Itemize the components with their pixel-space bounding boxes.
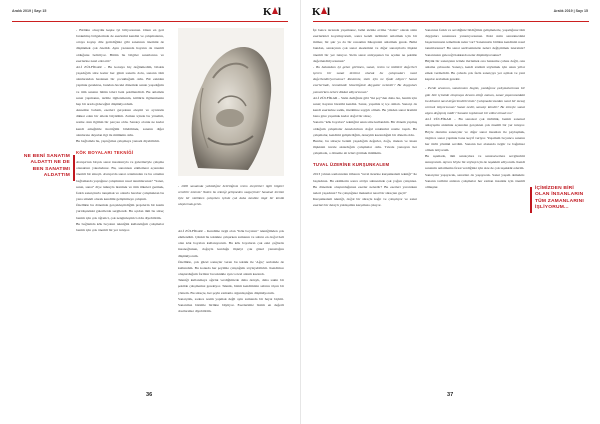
svg-text:K: K xyxy=(312,6,321,17)
paragraph: Sanatçılık, sadece resim yapmak değil aynı zamanda bir hayat biçimi. Sanatımız bizimle birlikte büyüyor. Eserlerimiz bizim en değerli dostlarımız diyebilirim. xyxy=(178,296,284,314)
paragraph: - Perde arasının, sanatınızın bugün, yazdığınız çalışmalarınıza bir gün bile içinizde oluşmaya devam ettiği zaman, sanat yaşamınızdaki bu dönemi nasıl değerlendirirsiniz? Çalışmalarınızdan nasıl bir mesaj vermek istiyorsunuz? Sanat nedir, sanatçı kimdir? Bu süreçte sanat algısı değişmiş midir? Sanatın toplumsal bir etkisi olmalı mı? xyxy=(425,86,526,116)
paragraph: Bunlar, bu süreçte benim yaşadığım değerler, doğa, mekan ve insan ilişkisini tuvale aktardığım çalışmalar oldu. Tuvale yansıyan her çalışmada, o döneme ait izleri görmek mümkün. xyxy=(313,138,417,156)
magazine-logo-icon xyxy=(262,4,288,17)
issue-label: Aralık 2019 | Sayı 15 xyxy=(553,9,588,13)
section-heading: KÖK BOYALARI TEKNİĞİ xyxy=(76,149,134,155)
pull-quote-line: OLAN İNSANLARIN xyxy=(535,192,584,198)
paragraph: Sanatçılar yaşayacak, sanatları da yaşayacak. Sanat yaşam demektir. Sanatın tarihini anlatan çalışmalar her zaman insanlık için önemli olmuştur. xyxy=(425,172,525,189)
left-col-2 xyxy=(178,228,284,314)
paragraph: ALİ ZÜLFİKAR – Sizin dediğiniz gibi "iki şey"den daha öte, benim için sanat; hayatın bizatihi kendisi. Sanat, yaşamla iç içe olmalı. Sanatçı da kendi eserlerine sadık, üretimine saygılı olmalı. Bu yüzden sanat üretimi bana göre yaşamak kadar doğal bir süreç. xyxy=(313,95,417,119)
paragraph: ALİ ZÜLFİKAR – Bu sanatsal çok türlülük, benim sanatsal anlayışımı anlamak açısından gerçekten çok önemli bir yer tutuyor. Böyle durumu sanatçılar ve diğer sanat insanları ile paylaşmak, özgürce sanat yapmak bana keyif veriyor. Yaşamım boyunca sanatın her türlü yönünü sevdim. Sanatın her alanında özgür ve bağımsız olmak istiyorum. xyxy=(425,117,525,152)
paragraph: Annemle babam, eserleri gerçekten eleştiri ve ayrıntıda dikkat eden bir ailede büyüdüm. Zaman içinde bu yönelim, resme olan ilgimin bir parçası oldu. Sanatçı olarak ne kadar kendi emeğimle ürettiğimi bilebilmek, sanatın diğer alanlarına duyulan ilgi ile mümkün oldu. xyxy=(76,108,164,137)
right-col-1 xyxy=(313,27,417,208)
paragraph: Tekniği kullanmaya ağırlık verdiğimizde daha detaylı, daha sakin bir şekilde çalışmamız gerekiyor. Teknik, bizim kendimizin sabrını ölçen bir yöntem. Bu süreçte, her şeyin zamanla olgunlaştığını düşünüyorum. xyxy=(178,278,284,295)
header-rule xyxy=(313,21,589,22)
pull-quote-line: İŞLİYORUM... xyxy=(535,205,569,211)
paragraph: Kurşunkalem tekniği, doğal bir süreçle kağıt ve çalışılıyor ve sanat eserleri bir detaylı yaklaşımla karşımıza çıkıyor. xyxy=(313,197,417,208)
paragraph: Bu bağlamda bu, yaptığımız çalışmaya yansıdı diyebilirim. xyxy=(76,138,160,143)
pull-quote-line: ALDATTI NE DE xyxy=(30,160,70,166)
sculpture-photo xyxy=(178,28,284,176)
paragraph: Avrupa'nın birçok sanat insanlarıyla ve galerileriyle çalışma olanakları yakaladınız. Bu, sanatınızı etkilemesi açısından önemli bir süreçti. Avrupa'da sanat ortamından ve bu ortamın bağlamında yaptığınız çalışmaları nasıl tanımlarsınız? "Sanat, sanat, sanat" diye tutkuyla üretmek ve tüm ülkeleri gezmek, farklı sanatçılarla tanışmak ve onlarla beraber çalışmaktan bu yana sürekli olarak kendimi geliştirmeye çalıştım. xyxy=(76,160,164,202)
header-rule xyxy=(12,21,288,22)
right-col-2 xyxy=(425,27,525,190)
paragraph: İşi bence tarzında yaşamanız, belki sizinle evime "dolan" olarak sizin eserlerinizi koyamıyorum, sonra kendi tarihinizi anlatmak için bir mimar, bir şair ya da bir ressamın hikayesini anlatmak gerek. Belki bundan, sanatçının çok sanat akademisi ve diğer sanatçılarla ilişkisi önemli bir yer tutuyor. Sizin sanat anlayışınızı bu açıdan ne şekilde değerlendiriyorsunuz? xyxy=(313,28,417,63)
issue-label: Aralık 2019 | Sayı 15 xyxy=(12,9,47,13)
paragraph: 2013 yılının sonlarından itibaren "tuval üzerine kurşunkalem tekniği" ile başladınız. Bu ekimlerin sonra atölye sahnesinde çok yoğun çalıştınız. Bu dönemde oluşturduğunuz eserler nelerdir? Bu eserleri yaratırken neleri yaşadınız? Ve çalıştığınız mekanlar nasıl bir süreçten geçti? xyxy=(313,172,417,195)
paragraph: Bu aşamada, tüm sanatçılara ve sanatseverlere sevgilerimi sunuyorum. Ayrıca böyle bir söyleşi için de teşekkür ediyorum. Kendi sanatımı anlatmama fırsat verdiğiniz için size de çok teşekkür ederim. xyxy=(425,154,525,171)
paragraph: Özellikle, çok güzel sonuçlar veren bu teknik ile 'Ağaç' serisinde de kullandım. Bu konuda her şeyimle çalıştığımı söyleyebilirim. Kendimce oluşturduğum formlar bu teknikle ayrıca özel anlam kazandı. xyxy=(178,259,284,277)
left-col-1 xyxy=(76,27,164,233)
paragraph: ALİ ZÜLFİKAR – Bu konuya hiç değinmedim, bilakis yaşadığım süre kadar her günü sanatla dolu, sanatın tüm alanlarından beslenen bir çocukluğum oldu. Bir eskiden yapmak gerekirse, bundan önceki dönemde sanatı yaşadığımı ve tüm sanatın bütün izleri beni şekillendirdi. Bu anlamda sanat yapmanın, tarihle ilgilenmenin, kültürle ilgilenmenin hep bir arada gideceğini düşünüyordum. xyxy=(76,64,164,106)
pull-quote-line: ALDATTIM xyxy=(43,173,70,179)
paragraph: Büyük bir sanatçının izinde ilerlemek ona benzeme çabası değil, onu anlama çabasıdır. Sanatçı, kendi sözünü söylemek için uzun yıllar emek vermelidir. Bu çabada çok fazla sanatçıya yer açmak ve yeni kapılar aralamak gerekir. xyxy=(425,58,525,82)
quote-bar xyxy=(73,155,75,181)
right-page xyxy=(300,0,600,424)
paragraph: Sanatınız farklı ve sevdiğiniz bildiğimiz gelişmelerle, yaşadığınız tüm duyguları sanatınıza yansıtıyorsunuz. Peki sizin sanatınızdaki başarılarınızın temelinde neler var? Sanatınızla birlikte kendinizi nasıl tanımlarsınız? Bu sanat serüveninizde neleri değiştirmek istersiniz? Sanatınızın geleceği hakkında neler düşünüyorsunuz? xyxy=(425,28,525,57)
quote-bar xyxy=(530,187,532,213)
paragraph: Sanatta "kök boyaları" tekniğini uzun süre kullandım. Bir dönem yapmış olduğum çalışmalar Anadolu'nun doğal renklerini resme taşıdı. Bu çalışmalar, kendimi geliştirdiğim, deneyim kazandığım bir dönem oldu. xyxy=(313,120,417,137)
paragraph: - Birlikte olsaydık keşke iyi biliyorsunuz. Onun en geri bırakılmış bölgelerinde de eserlerini kendisi ve çalışmalarını, ortaya koyup dile getirdiğiniz gibi sanatının önemini de düşünmek çok önemli. Aynı yazısında hayatın da önemli olduğunu belirtiyor. Bütün bu bilgiler sanatlarına ve eserlerine nasıl etki etti? xyxy=(76,28,164,63)
photo-caption: - 2006 sanatında yetkinliğini belirttiğiniz resim eleştirileri ilgili bilgiler verebilir misiniz? Neden bu tekniği gelişmeden vazgeçtiniz? Sanatsal üretimi öyle bir nitelikten çalışırken içinde çok daha kendine özgü bir kimlik oluşturmak gerek. xyxy=(178,184,284,206)
paragraph: Özellikle bu dönemde gerçekleştirdiğim projelerin bir kısmı yurtdışındaki galerilerde sergilendi. Bu açıdan tüm bu süreç benim için çok öğretici, çok zenginleştirici oldu diyebilirim. xyxy=(76,203,164,220)
paragraph: - Bu bakımdan işi gelen görünen, sanat, resim ve kültürel değerleri içeren bir sanat üretimi olarak bu çalışmaları nasıl değerlendiriyorsunuz? Resminiz, sizin için ne ifade ediyor? Sanat eserlerinde, resminizde hissettiğiniz duygular nelerdir? Bu duyguları yansıtırken nelere dikkat ediyorsunuz? xyxy=(313,64,417,94)
svg-text:K: K xyxy=(263,6,272,17)
pull-quote-line: NE BENİ SANATIM xyxy=(23,154,70,159)
pull-quote-left xyxy=(8,154,70,180)
svg-text:l: l xyxy=(327,6,331,17)
page-number: 36 xyxy=(146,392,153,398)
pull-quote-right xyxy=(535,186,597,212)
page-number: 37 xyxy=(447,392,454,398)
magazine-logo-icon xyxy=(311,4,337,17)
section-heading: TUVAL ÜZERİNE KURŞUNKALEM xyxy=(313,162,390,168)
paragraph: Bu bağlamda kök boyaları tekniğini kullandığım çalışmalar benim için çok önemli bir yer tutuyor. xyxy=(76,221,164,232)
pull-quote-line: İÇİMİZDEN BİRİ xyxy=(535,186,574,191)
pull-quote-line: TÜM ZAMANLARINI xyxy=(535,198,584,204)
svg-text:l: l xyxy=(278,6,282,17)
pull-quote-line: BEN SANATIMI xyxy=(32,166,70,172)
paragraph: ALİ ZÜLFİKAR – Kendime özgü olan "Kök boyaları" tekniğimden çok etkilendim. Çünkü bu teknikte çalışırken zamanın ve sabrın en doğal hali olan kök boyaları kullanıyorum. Bu kök boyaların çok eski çağlarda insanoğlunun, doğayla kurduğu ilişkiyi çok güzel yansıttığını düşünüyorum. xyxy=(178,229,284,258)
